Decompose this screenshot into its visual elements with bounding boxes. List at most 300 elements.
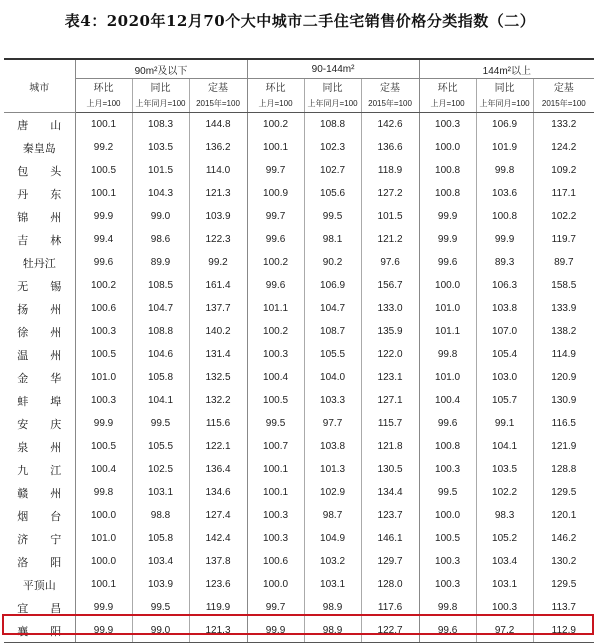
value-cell: 100.3 [419, 550, 476, 573]
value-cell: 99.6 [419, 619, 476, 643]
value-cell: 100.0 [419, 274, 476, 297]
value-cell: 133.9 [533, 297, 594, 320]
value-cell: 106.9 [304, 274, 361, 297]
value-cell: 89.7 [533, 251, 594, 274]
value-cell: 101.0 [419, 297, 476, 320]
base-header: 2015年=100 [361, 94, 419, 113]
value-cell: 108.7 [304, 320, 361, 343]
city-name: 温 州 [17, 348, 62, 362]
value-cell: 101.5 [361, 205, 419, 228]
value-cell: 105.2 [476, 527, 533, 550]
value-cell: 104.7 [304, 297, 361, 320]
value-cell: 103.4 [132, 550, 189, 573]
value-cell: 103.8 [476, 297, 533, 320]
value-cell: 105.5 [132, 435, 189, 458]
base-header: 上年同月=100 [132, 94, 189, 113]
value-cell: 98.6 [132, 228, 189, 251]
value-cell: 100.3 [476, 596, 533, 619]
value-cell: 99.8 [476, 159, 533, 182]
value-cell: 100.1 [75, 113, 132, 137]
value-cell: 101.0 [75, 527, 132, 550]
sub-header: 定基 [533, 79, 594, 95]
city-cell [4, 182, 75, 205]
city-name: 烟 台 [17, 509, 62, 523]
value-cell: 99.5 [247, 412, 304, 435]
value-cell: 101.3 [304, 458, 361, 481]
city-cell [4, 320, 75, 343]
value-cell: 100.4 [419, 389, 476, 412]
value-cell: 161.4 [189, 274, 247, 297]
value-cell: 99.5 [132, 596, 189, 619]
value-cell: 128.8 [533, 458, 594, 481]
value-cell: 108.3 [132, 113, 189, 137]
city-cell [4, 136, 75, 159]
value-cell: 97.7 [304, 412, 361, 435]
table-row [4, 366, 594, 389]
value-cell: 127.4 [189, 504, 247, 527]
value-cell: 136.4 [189, 458, 247, 481]
value-cell: 99.9 [75, 619, 132, 643]
value-cell: 101.0 [419, 366, 476, 389]
value-cell: 105.8 [132, 527, 189, 550]
value-cell: 100.5 [75, 159, 132, 182]
city-cell [4, 274, 75, 297]
city-name: 唐 山 [17, 118, 62, 132]
value-cell: 100.3 [247, 504, 304, 527]
sub-header: 定基 [361, 79, 419, 95]
base-header: 上月=100 [247, 94, 304, 113]
value-cell: 104.0 [304, 366, 361, 389]
value-cell: 100.2 [247, 251, 304, 274]
value-cell: 100.2 [75, 274, 132, 297]
table-row [4, 159, 594, 182]
value-cell: 114.9 [533, 343, 594, 366]
table-row [4, 251, 594, 274]
value-cell: 137.8 [189, 550, 247, 573]
city-cell [4, 412, 75, 435]
value-cell: 100.2 [247, 320, 304, 343]
value-cell: 131.4 [189, 343, 247, 366]
value-cell: 117.6 [361, 596, 419, 619]
value-cell: 99.1 [476, 412, 533, 435]
value-cell: 129.5 [533, 573, 594, 596]
table-row [4, 550, 594, 573]
value-cell: 97.2 [476, 619, 533, 643]
value-cell: 98.9 [304, 596, 361, 619]
base-header: 上月=100 [419, 94, 476, 113]
value-cell: 102.9 [304, 481, 361, 504]
value-cell: 99.8 [419, 596, 476, 619]
value-cell: 99.9 [75, 205, 132, 228]
city-name: 宜 昌 [17, 601, 62, 615]
value-cell: 100.3 [419, 573, 476, 596]
value-cell: 120.9 [533, 366, 594, 389]
table-row [4, 504, 594, 527]
city-cell [4, 504, 75, 527]
table-row [4, 182, 594, 205]
value-cell: 118.9 [361, 159, 419, 182]
city-column-header: 城市 [4, 59, 75, 113]
value-cell: 108.8 [132, 320, 189, 343]
value-cell: 99.6 [247, 274, 304, 297]
city-name: 赣 州 [17, 486, 62, 500]
value-cell: 122.0 [361, 343, 419, 366]
city-name: 锦 州 [17, 210, 62, 224]
value-cell: 100.0 [419, 504, 476, 527]
value-cell: 108.5 [132, 274, 189, 297]
city-cell [4, 113, 75, 137]
value-cell: 122.1 [189, 435, 247, 458]
value-cell: 130.9 [533, 389, 594, 412]
value-cell: 104.1 [476, 435, 533, 458]
value-cell: 103.2 [304, 550, 361, 573]
city-name: 蚌 埠 [17, 394, 62, 408]
value-cell: 128.0 [361, 573, 419, 596]
city-name: 平顶山 [22, 578, 56, 592]
value-cell: 99.9 [476, 228, 533, 251]
value-cell: 99.7 [247, 596, 304, 619]
value-cell: 115.6 [189, 412, 247, 435]
value-cell: 105.7 [476, 389, 533, 412]
value-cell: 113.7 [533, 596, 594, 619]
value-cell: 103.0 [476, 366, 533, 389]
value-cell: 100.2 [247, 113, 304, 137]
value-cell: 100.3 [419, 458, 476, 481]
city-name: 泉 州 [17, 440, 62, 454]
value-cell: 102.3 [304, 136, 361, 159]
value-cell: 136.6 [361, 136, 419, 159]
city-cell [4, 596, 75, 619]
city-name: 九 江 [17, 463, 62, 477]
sub-header: 同比 [132, 79, 189, 95]
value-cell: 100.5 [419, 527, 476, 550]
value-cell: 103.4 [476, 550, 533, 573]
value-cell: 108.8 [304, 113, 361, 137]
value-cell: 103.8 [304, 435, 361, 458]
value-cell: 100.4 [247, 366, 304, 389]
table-row [4, 527, 594, 550]
value-cell: 100.3 [247, 527, 304, 550]
city-cell [4, 228, 75, 251]
city-cell [4, 550, 75, 573]
value-cell: 117.1 [533, 182, 594, 205]
value-cell: 133.2 [533, 113, 594, 137]
table-row [4, 113, 594, 137]
value-cell: 134.4 [361, 481, 419, 504]
value-cell: 104.9 [304, 527, 361, 550]
city-name: 安 庆 [17, 417, 62, 431]
value-cell: 137.7 [189, 297, 247, 320]
table-row [4, 228, 594, 251]
value-cell: 103.9 [132, 573, 189, 596]
value-cell: 102.2 [533, 205, 594, 228]
value-cell: 105.8 [132, 366, 189, 389]
value-cell: 100.0 [247, 573, 304, 596]
value-cell: 123.6 [189, 573, 247, 596]
group-header-medium: 90-144m² [247, 59, 419, 79]
city-cell [4, 389, 75, 412]
value-cell: 133.0 [361, 297, 419, 320]
value-cell: 140.2 [189, 320, 247, 343]
value-cell: 103.1 [304, 573, 361, 596]
value-cell: 100.3 [419, 113, 476, 137]
table-row [4, 619, 594, 643]
value-cell: 120.1 [533, 504, 594, 527]
sub-header: 环比 [75, 79, 132, 95]
value-cell: 99.9 [419, 205, 476, 228]
table-row [4, 458, 594, 481]
table-row [4, 389, 594, 412]
city-cell [4, 458, 75, 481]
table-row [4, 412, 594, 435]
value-cell: 100.6 [75, 297, 132, 320]
value-cell: 106.3 [476, 274, 533, 297]
value-cell: 99.6 [75, 251, 132, 274]
city-cell [4, 297, 75, 320]
price-index-table [4, 58, 594, 643]
value-cell: 135.9 [361, 320, 419, 343]
table-row [4, 205, 594, 228]
table-row [4, 297, 594, 320]
value-cell: 100.8 [419, 182, 476, 205]
value-cell: 130.5 [361, 458, 419, 481]
value-cell: 97.6 [361, 251, 419, 274]
page-title: 表4：2020年12月70个大中城市二手住宅销售价格分类指数（二） [64, 12, 536, 30]
value-cell: 89.3 [476, 251, 533, 274]
value-cell: 129.5 [533, 481, 594, 504]
city-name: 金 华 [17, 371, 62, 385]
base-header: 上年同月=100 [476, 94, 533, 113]
value-cell: 101.1 [419, 320, 476, 343]
value-cell: 123.1 [361, 366, 419, 389]
value-cell: 90.2 [304, 251, 361, 274]
value-cell: 99.9 [75, 596, 132, 619]
table-row [4, 596, 594, 619]
value-cell: 119.7 [533, 228, 594, 251]
base-header: 2015年=100 [533, 94, 594, 113]
value-cell: 105.5 [304, 343, 361, 366]
value-cell: 100.5 [75, 435, 132, 458]
value-cell: 100.3 [247, 343, 304, 366]
value-cell: 121.8 [361, 435, 419, 458]
value-cell: 102.7 [304, 159, 361, 182]
value-cell: 104.3 [132, 182, 189, 205]
value-cell: 134.6 [189, 481, 247, 504]
value-cell: 101.5 [132, 159, 189, 182]
value-cell: 123.7 [361, 504, 419, 527]
city-name: 扬 州 [17, 302, 62, 316]
city-name: 秦皇岛 [22, 141, 56, 155]
sub-header: 同比 [304, 79, 361, 95]
value-cell: 100.3 [75, 389, 132, 412]
value-cell: 104.7 [132, 297, 189, 320]
value-cell: 103.1 [132, 481, 189, 504]
value-cell: 99.7 [247, 159, 304, 182]
value-cell: 99.6 [419, 251, 476, 274]
city-name: 襄 阳 [17, 624, 62, 638]
base-header: 上月=100 [75, 94, 132, 113]
value-cell: 132.2 [189, 389, 247, 412]
value-cell: 121.3 [189, 619, 247, 643]
value-cell: 99.9 [75, 412, 132, 435]
value-cell: 121.9 [533, 435, 594, 458]
sub-header: 环比 [419, 79, 476, 95]
value-cell: 98.9 [304, 619, 361, 643]
city-cell [4, 435, 75, 458]
table-row [4, 320, 594, 343]
value-cell: 99.5 [132, 412, 189, 435]
city-name: 无 锡 [17, 279, 62, 293]
table-row [4, 481, 594, 504]
value-cell: 99.8 [419, 343, 476, 366]
value-cell: 127.2 [361, 182, 419, 205]
city-cell [4, 527, 75, 550]
value-cell: 100.1 [247, 481, 304, 504]
value-cell: 104.1 [132, 389, 189, 412]
city-name: 丹 东 [17, 187, 62, 201]
city-name: 徐 州 [17, 325, 62, 339]
value-cell: 98.8 [132, 504, 189, 527]
sub-header: 环比 [247, 79, 304, 95]
value-cell: 100.5 [75, 343, 132, 366]
value-cell: 100.1 [75, 573, 132, 596]
value-cell: 100.0 [75, 550, 132, 573]
value-cell: 142.4 [189, 527, 247, 550]
city-cell [4, 159, 75, 182]
value-cell: 109.2 [533, 159, 594, 182]
value-cell: 100.1 [247, 136, 304, 159]
city-cell [4, 205, 75, 228]
value-cell: 98.1 [304, 228, 361, 251]
group-header-small: 90m²及以下 [75, 59, 247, 79]
city-name: 包 头 [17, 164, 62, 178]
value-cell: 100.0 [419, 136, 476, 159]
value-cell: 121.2 [361, 228, 419, 251]
value-cell: 112.9 [533, 619, 594, 643]
value-cell: 119.9 [189, 596, 247, 619]
value-cell: 105.6 [304, 182, 361, 205]
value-cell: 99.5 [419, 481, 476, 504]
value-cell: 89.9 [132, 251, 189, 274]
table-row [4, 573, 594, 596]
value-cell: 99.2 [75, 136, 132, 159]
city-name: 洛 阳 [17, 555, 62, 569]
value-cell: 98.7 [304, 504, 361, 527]
value-cell: 99.2 [189, 251, 247, 274]
city-cell [4, 573, 75, 596]
table-row [4, 343, 594, 366]
table-body [4, 113, 594, 643]
value-cell: 100.1 [75, 182, 132, 205]
value-cell: 115.7 [361, 412, 419, 435]
value-cell: 99.0 [132, 619, 189, 643]
city-name: 济 宁 [17, 532, 62, 546]
value-cell: 103.5 [132, 136, 189, 159]
value-cell: 127.1 [361, 389, 419, 412]
value-cell: 100.9 [247, 182, 304, 205]
value-cell: 116.5 [533, 412, 594, 435]
value-cell: 100.6 [247, 550, 304, 573]
value-cell: 99.9 [247, 619, 304, 643]
sub-header: 同比 [476, 79, 533, 95]
value-cell: 158.5 [533, 274, 594, 297]
value-cell: 146.2 [533, 527, 594, 550]
value-cell: 99.4 [75, 228, 132, 251]
value-cell: 99.5 [304, 205, 361, 228]
city-cell [4, 343, 75, 366]
city-cell [4, 481, 75, 504]
table-header [4, 59, 594, 113]
base-header: 2015年=100 [189, 94, 247, 113]
value-cell: 98.3 [476, 504, 533, 527]
value-cell: 100.8 [419, 159, 476, 182]
value-cell: 99.6 [247, 228, 304, 251]
value-cell: 156.7 [361, 274, 419, 297]
group-header-large: 144m²以上 [419, 59, 594, 79]
value-cell: 102.2 [476, 481, 533, 504]
value-cell: 121.3 [189, 182, 247, 205]
value-cell: 103.9 [189, 205, 247, 228]
value-cell: 124.2 [533, 136, 594, 159]
table-row [4, 136, 594, 159]
value-cell: 130.2 [533, 550, 594, 573]
value-cell: 138.2 [533, 320, 594, 343]
value-cell: 114.0 [189, 159, 247, 182]
city-cell [4, 251, 75, 274]
value-cell: 129.7 [361, 550, 419, 573]
value-cell: 136.2 [189, 136, 247, 159]
value-cell: 144.8 [189, 113, 247, 137]
city-name: 吉 林 [17, 233, 62, 247]
base-header: 上年同月=100 [304, 94, 361, 113]
value-cell: 103.1 [476, 573, 533, 596]
value-cell: 100.7 [247, 435, 304, 458]
sub-header: 定基 [189, 79, 247, 95]
value-cell: 146.1 [361, 527, 419, 550]
value-cell: 100.8 [419, 435, 476, 458]
value-cell: 99.8 [75, 481, 132, 504]
value-cell: 100.8 [476, 205, 533, 228]
value-cell: 103.3 [304, 389, 361, 412]
value-cell: 99.9 [419, 228, 476, 251]
value-cell: 101.1 [247, 297, 304, 320]
table-row [4, 274, 594, 297]
value-cell: 99.6 [419, 412, 476, 435]
value-cell: 142.6 [361, 113, 419, 137]
value-cell: 100.4 [75, 458, 132, 481]
city-cell [4, 619, 75, 643]
value-cell: 99.0 [132, 205, 189, 228]
value-cell: 122.3 [189, 228, 247, 251]
city-cell [4, 366, 75, 389]
value-cell: 132.5 [189, 366, 247, 389]
value-cell: 100.0 [75, 504, 132, 527]
value-cell: 122.7 [361, 619, 419, 643]
value-cell: 100.5 [247, 389, 304, 412]
value-cell: 100.3 [75, 320, 132, 343]
value-cell: 100.1 [247, 458, 304, 481]
value-cell: 99.7 [247, 205, 304, 228]
value-cell: 101.0 [75, 366, 132, 389]
city-name: 牡丹江 [22, 256, 56, 270]
value-cell: 103.6 [476, 182, 533, 205]
value-cell: 101.9 [476, 136, 533, 159]
value-cell: 103.5 [476, 458, 533, 481]
value-cell: 105.4 [476, 343, 533, 366]
table-row [4, 435, 594, 458]
value-cell: 104.6 [132, 343, 189, 366]
value-cell: 107.0 [476, 320, 533, 343]
